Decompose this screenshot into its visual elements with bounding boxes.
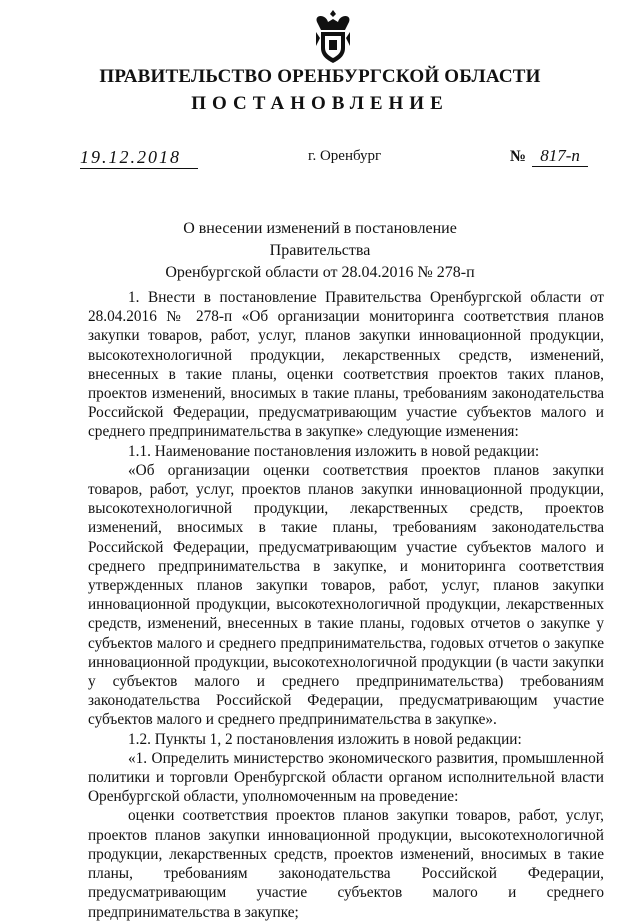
subject-line: О внесении изменений в постановление Правительства	[183, 220, 457, 259]
document-type: ПОСТАНОВЛЕНИЕ	[191, 93, 449, 114]
document-body	[88, 288, 604, 922]
subject-line: Оренбургской области от 28.04.2016 № 278-п	[165, 264, 475, 281]
paragraph: 1.2. Пункты 1, 2 постановления изложить в новой редакции:	[128, 730, 522, 748]
paragraph: оценки соответствия проектов планов закупки товаров, работ, услуг, проектов планов закупки инновационной продукции, высокотехнологичной продукции, лекарственных средств, проектов изменений, вносимых в такие планы, требованиям законодательства Российской Федерации, предусматривающим участие субъектов малого и среднего предпринимательства в закупке;	[88, 807, 604, 921]
document-number	[510, 146, 588, 167]
document-date: 19.12.2018	[80, 147, 198, 169]
paragraph: «Об организации оценки соответствия проектов планов закупки товаров, работ, услуг, проектов планов закупки инновационной продукции, высокотехнологичной продукции, лекарственных средств, проектов изменений, вносимых в такие планы, требованиям законодательства Российской Федерации, предусматривающим участие субъектов малого и среднего предпринимательства в закупке, и мониторинга соответствия утвержденных планов закупки товаров, работ, услуг, планов закупки инновационной продукции, высокотехнологичной продукции, лекарственных средств, изменений, внесенных в такие планы, годовых отчетов о закупке у субъектов малого и среднего предпринимательства, годовых отчетов о закупке инновационной продукции, высокотехнологичной продукции (в части закупки у субъектов малого и среднего предпринимательства) требованиям законодательства Российской Федерации, предусматривающим участие субъектов малого и среднего предпринимательства в закупке».	[88, 461, 604, 729]
paragraph: «1. Определить министерство экономического развития, промышленной политики и торговли Оренбургской области органом исполнительной власти Оренбургской области, уполномоченным на проведение:	[88, 749, 604, 806]
document-city: г. Оренбург	[308, 148, 382, 164]
paragraph: 1. Внести в постановление Правительства Оренбургской области от 28.04.2016 № 278-п «Об организации мониторинга соответствия планов закупки товаров, работ, услуг, планов закупки инновационной продукции, высокотехнологичной продукции, лекарственных средств, изменений, внесенных в такие планы, оценки соответствия проектов таких планов, проектов изменений, вносимых в такие планы, требованиям законодательства Российской Федерации, предусматривающим участие субъектов малого и среднего предпринимательства в закупке» следующие изменения:	[88, 289, 604, 441]
number-label: №	[510, 148, 527, 165]
government-title: ПРАВИТЕЛЬСТВО ОРЕНБУРГСКОЙ ОБЛАСТИ	[99, 66, 541, 87]
document-subject	[150, 218, 490, 284]
paragraph: 1.1. Наименование постановления изложить в новой редакции:	[128, 442, 540, 460]
number-value: 817-п	[532, 146, 588, 167]
coat-of-arms-icon	[312, 8, 354, 64]
